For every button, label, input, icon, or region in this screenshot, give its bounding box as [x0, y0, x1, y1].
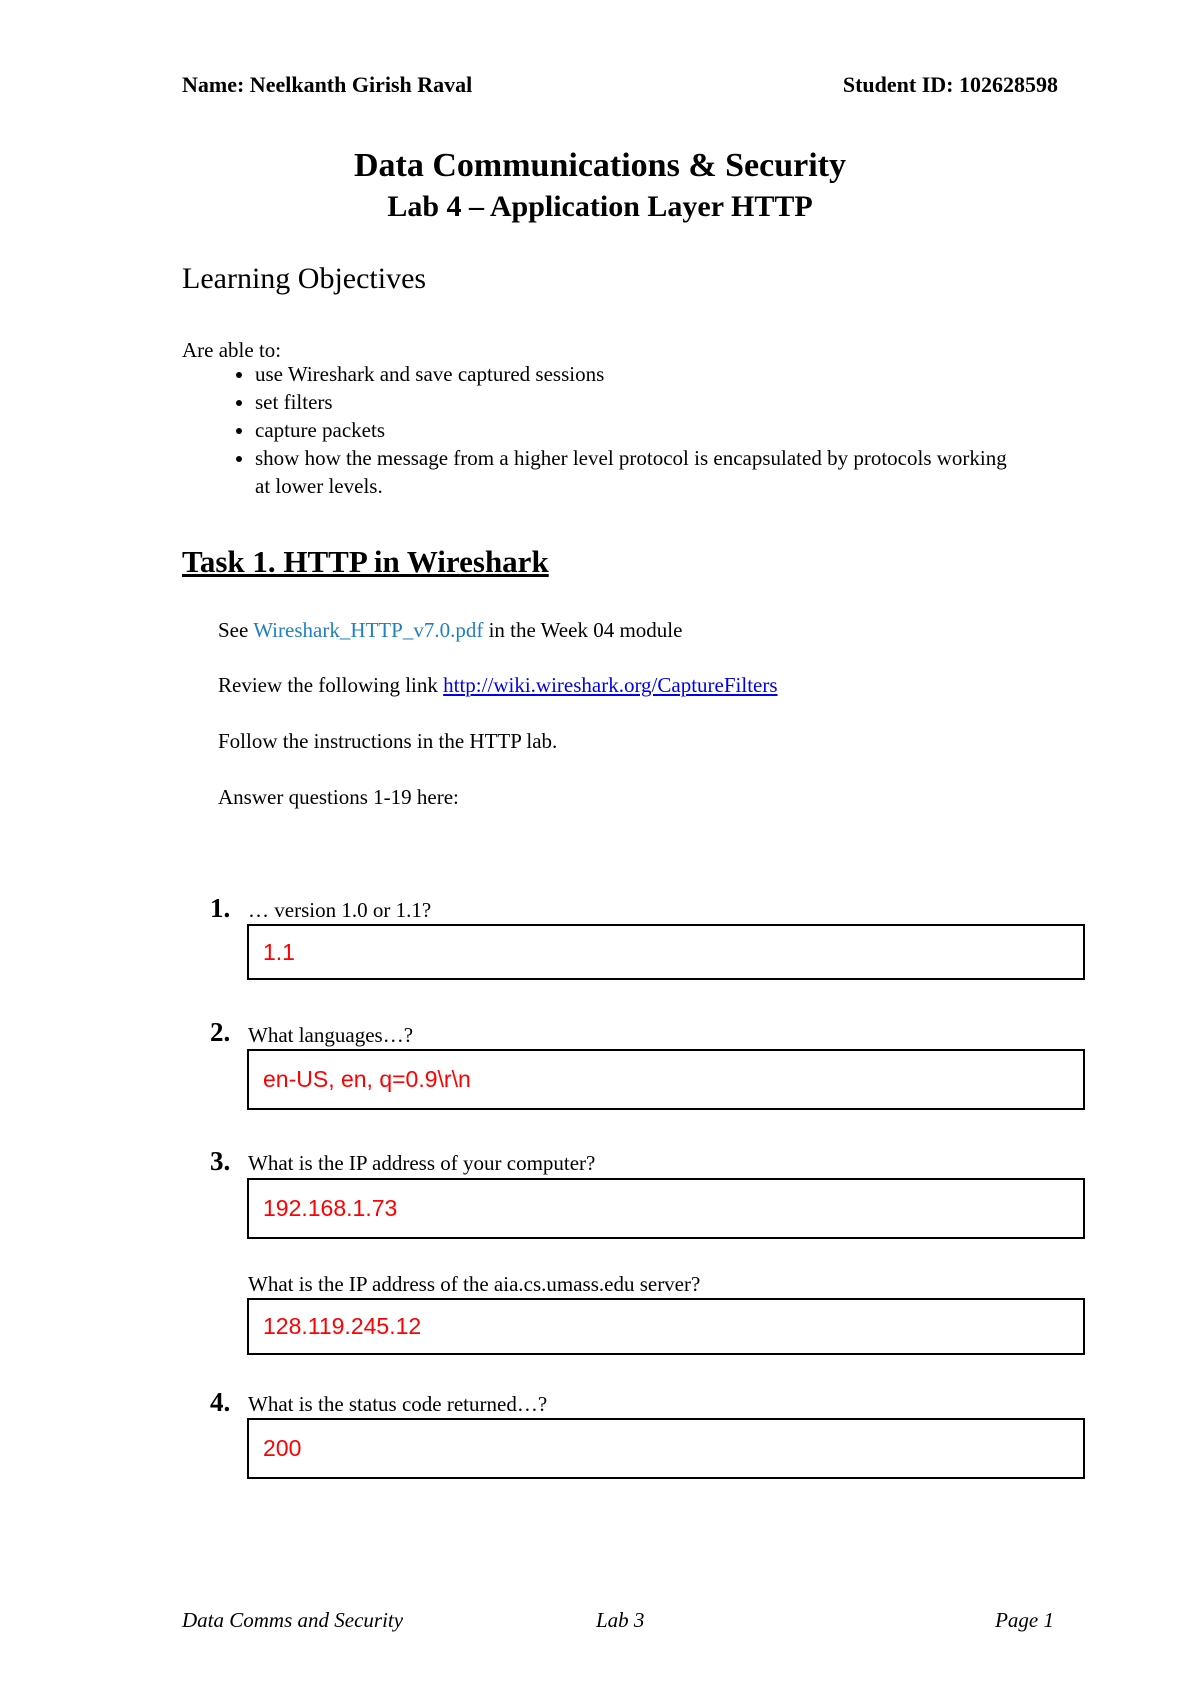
footer-page-number: Page 1 [995, 1608, 1054, 1632]
question-text: What is the status code returned…? [248, 1392, 548, 1416]
answer-box[interactable] [247, 1298, 1085, 1355]
question-text: What is the IP address of your computer? [248, 1151, 596, 1175]
student-name: Name: Neelkanth Girish Raval [182, 72, 473, 97]
capture-filters-link[interactable]: http://wiki.wireshark.org/CaptureFilters [443, 673, 778, 697]
see-suffix: in the Week 04 module [483, 618, 683, 642]
question-number: 3. [210, 1146, 231, 1176]
question-text: What languages…? [248, 1023, 414, 1047]
review-prefix: Review the following link [218, 673, 444, 697]
answer-box[interactable] [247, 1178, 1085, 1239]
document-title: Data Communications & Security [353, 147, 847, 184]
see-prefix: See [218, 618, 254, 642]
objectives-list [215, 360, 1015, 500]
objectives-intro: Are able to: [182, 338, 282, 362]
answer-box[interactable] [247, 924, 1085, 980]
document-subtitle: Lab 4 – Application Layer HTTP [387, 190, 813, 223]
objective-item: • set filters [255, 388, 1015, 416]
answer-box[interactable] [247, 1418, 1085, 1479]
answer-paragraph: Answer questions 1-19 here: [218, 785, 459, 809]
question-number: 1. [210, 893, 231, 923]
student-id: Student ID: 102628598 [842, 72, 1058, 97]
answer-text: 192.168.1.73 [263, 1195, 398, 1221]
answer-box[interactable] [247, 1049, 1085, 1110]
footer-course: Data Comms and Security [182, 1608, 404, 1632]
question-number: 4. [210, 1387, 231, 1417]
answer-text: 200 [263, 1435, 302, 1461]
objectives-heading: Learning Objectives [182, 262, 427, 295]
objective-item: • show how the message from a higher level protocol is encapsulated by protocols working at lower levels. [255, 444, 1015, 500]
footer-lab: Lab 3 [596, 1608, 645, 1632]
objective-item: • capture packets [255, 416, 1015, 444]
wireshark-file-link[interactable]: Wireshark_HTTP_v7.0.pdf [253, 618, 484, 642]
question-text: What is the IP address of the aia.cs.umass.edu server? [248, 1272, 701, 1296]
answer-text: en-US, en, q=0.9\r\n [263, 1066, 471, 1092]
objective-item: • use Wireshark and save captured sessions [255, 360, 1015, 388]
see-paragraph [218, 618, 682, 643]
answer-text: 1.1 [263, 938, 295, 965]
question-text: … version 1.0 or 1.1? [248, 898, 432, 922]
follow-paragraph: Follow the instructions in the HTTP lab. [218, 729, 558, 753]
review-paragraph [218, 673, 778, 698]
answer-text: 128.119.245.12 [263, 1313, 422, 1339]
task1-heading: Task 1. HTTP in Wireshark [182, 544, 549, 579]
question-number: 2. [210, 1017, 231, 1047]
